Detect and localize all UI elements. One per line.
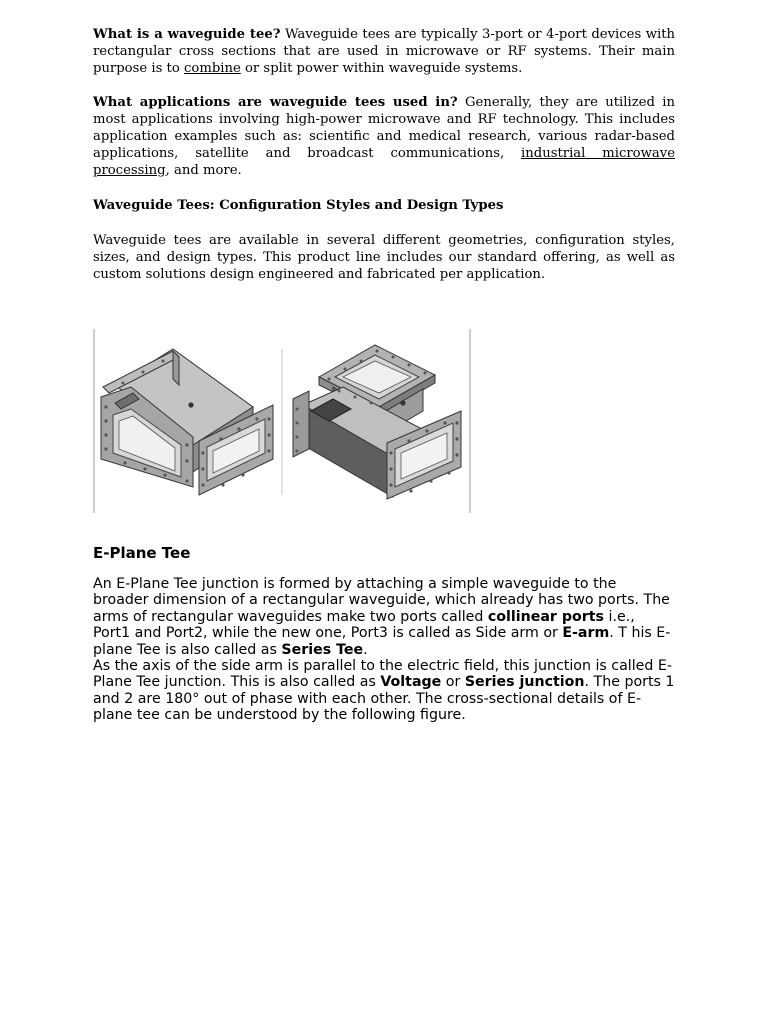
section-heading-text: Waveguide Tees: Configuration Styles and Design Types [93,198,504,213]
eplane-paragraph-2 [93,658,675,724]
question-label: What applications are waveguide tees used in? [93,95,458,110]
bold-term: collinear ports [487,608,604,625]
bold-term: Voltage [380,674,442,691]
paragraph-text: . The ports 1 and 2 are 180° out of phase with each other. The cross-sectional details of E-plane tee can be understood by the following figure. [93,674,675,724]
paragraph-text: Waveguide tees are typically 3-port or 4-port devices with rectangular cross sections that are used in microwave or RF systems. Their main purpose is to [93,27,676,76]
paragraph-text: , and more. [165,163,242,178]
paragraph-text: Generally, they are utilized in most applications involving high-power microwave and RF technology. This includes application examples such as: scientific and medical research, various radar-based applications, satellite and broadcast communications, [93,95,675,161]
waveguide-tee-illustration [93,327,473,515]
eplane-heading: E-Plane Tee [93,544,191,562]
section-heading [93,197,675,214]
question-label: What is a waveguide tee? [93,27,281,42]
bold-term: Series Tee [281,641,364,658]
industrial-microwave-link[interactable]: industrial microwave processing [93,146,676,178]
paragraph-text: An E-Plane Tee junction is formed by attaching a simple waveguide to the broader dimension of a rectangular waveguide, which already has two ports. The arms of rectangular waveguides make two ports called [93,576,670,625]
paragraph-configurations: Waveguide tees are available in several different geometries, configuration styles, sizes, and design types. This product line includes our standard offering, as well as custom solutions design engineered and fabricated per application. [93,233,675,282]
paragraph-text: . T his E-plane Tee is also called as [93,625,671,658]
eplane-paragraph-1 [93,576,675,658]
left-tee-drawing [101,349,273,495]
paragraph-text: i.e., Port1 and Port2, while the new one, Port3 is called as Side arm or [93,608,635,642]
waveguide-tee-figure [93,327,473,515]
paragraph-applications [93,94,675,179]
paragraph-text: . [363,641,368,658]
paragraph-text: or [441,674,465,691]
paragraph-what-is [93,26,675,77]
bold-term: Series junction [464,674,585,691]
paragraph-text: or split power within waveguide systems. [240,61,523,76]
combine-link[interactable]: combine [184,61,241,76]
right-tee-drawing [293,345,461,499]
eplane-section [93,576,675,724]
bold-term: E-arm [562,625,610,642]
paragraph-text: As the axis of the side arm is parallel to the electric field, this junction is called E-Plane Tee junction. This is also called as [93,658,673,691]
